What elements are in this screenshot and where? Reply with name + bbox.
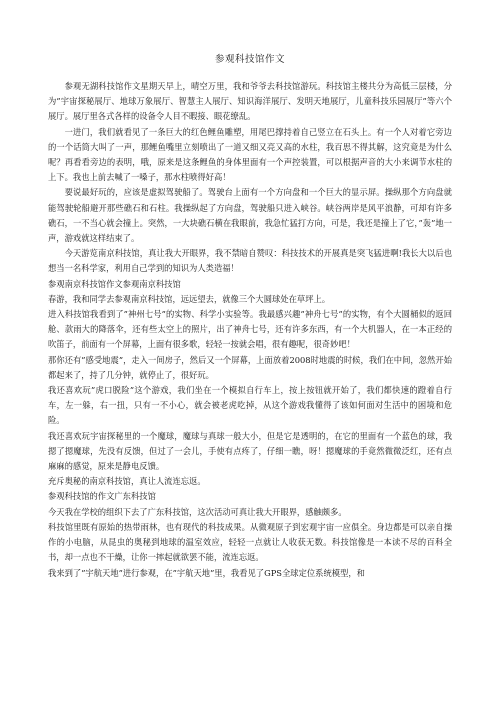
paragraph: 我还喜欢玩”虎口脱险”这个游戏，我们坐在一个模拟自行车上，按上按钮就开始了，我们都快速的蹬着自行车，左一躲，右一扭，只有一不小心，就会被老虎吃掉，从这个游戏我懂得了该如何面对生活中的困境和危险。 bbox=[48, 385, 452, 426]
paragraph: 那你还有”感受地震”，走入一间房子，然后又一个屏幕，上面放着2008时地震的时候，我们在中间，忽然开始都起来了，持了几分钟，就停止了，很好玩。 bbox=[48, 354, 452, 380]
paragraph: 我来到了”宇航天地”进行参观，在”宇航天地”里，我看见了GPS全球定位系统模型，和 bbox=[48, 567, 365, 578]
paragraph: 一进门，我们就看见了一条巨大的红色鲤鱼雕塑，用尾巴撑持着自己竖立在石头上。有一个人对着它旁边的一个话筒大叫了一声，那鲤鱼嘴里立刻喷出了一道又细又亮又高的水柱，我百思不得其解，这究竟是为什么呢？再看看旁边的表明，哦，原来是这条鲤鱼的身体里面有一个声控装置，可以根据声音的大小来调节水柱的上下。我也上前去喊了一嗓子，那水柱喷得好高！ bbox=[48, 126, 452, 183]
paragraph: 今天我在学校的组织下去了广东科技馆，这次活动可真让我大开眼界，感触颇多。 bbox=[48, 506, 347, 517]
paragraph: 充斥奥秘的南京科技馆，真让人流连忘返。 bbox=[48, 476, 206, 487]
document-body bbox=[48, 79, 452, 581]
paragraph: 今天游览南京科技馆，真让我大开眼界，我不禁暗自赞叹：科技技术的开展真是突飞猛进啊!我长大以后也想当一名科学家，利用自己学到的知识为人类造福！ bbox=[48, 248, 452, 274]
paragraph: 参观科技馆的作文广东科技馆 bbox=[48, 491, 156, 502]
paragraph: 参观南京科技馆作文参观南京科技馆 bbox=[48, 278, 181, 289]
paragraph: 科技馆里既有原始的热带雨林，也有现代的科技成果。从微观原子到宏观宇宙一应俱全。身边都是可以亲自操作的小电脑，从昆虫的奥秘到地球的温室效应，轻轻一点就让人收获无数。科技馆像是一本读不尽的百科全书，却一点也不干燥，让你一摔起就欲罢不能，流连忘返。 bbox=[48, 521, 452, 563]
document-title: 参观科技馆作文 bbox=[214, 54, 285, 65]
paragraph: 进入科技馆我看到了”神州七号”的实物、科学小实验等。我最感兴趣”神舟七号”的实物，有个大圆桶似的返回舱、款雨大的降落伞，还有些太空上的照片，出了神舟七号，还有许多东西，有一个大机器人，在一本正经的吹笛子，前面有一个屏幕，上面有很多歌，轻轻一按就会唱，很有趣呢，很奇妙吧！ bbox=[48, 309, 452, 350]
paragraph: 春游，我和同学去参观南京科技馆，远远望去，就像三个大圆球处在草坪上。 bbox=[48, 293, 331, 304]
paragraph: 参观无湖科技馆作文星期天早上，晴空万里，我和爷爷去科技馆游玩。科技馆主楼共分为高低三层楼，分为”宇宙探秘展厅、地球万象展厅、智慧主人展厅、知识海洋展厅、发明天地展厅，儿童科技乐园展厅”等六个展厅。展厅里各式各样的设备令人目不暇接、眼花缭乱。 bbox=[48, 81, 452, 122]
paragraph: 我还喜欢玩宇宙探秘里的一个魔球，魔球与真球一般大小，但是它是透明的，在它的里面有一个蓝色的球，我摁了摁魔球，先没有反馈，但过了一会儿，手使有点疼了，仔细一瞧，呀！摁魔球的手竟然微微泛红，还有点麻麻的感觉，原来是静电反馈。 bbox=[48, 430, 452, 472]
paragraph: 要说最好玩的，应该是虚拟驾驶船了。驾驶台上面有一个方向盘和一个巨大的显示屏。操纵那个方向盘就能驾驶轮船避开那些礁石和石柱。我操纵起了方向盘，驾驶船只进入峡谷。峡谷两岸是风平浪静，可却有许多礁石，一不当心就会撞上。突然，一大块礁石横在我眼前，我急忙猛打方向，可是，我还是撞上了它，”轰”地一声，游戏就这样结束了。 bbox=[48, 187, 452, 244]
